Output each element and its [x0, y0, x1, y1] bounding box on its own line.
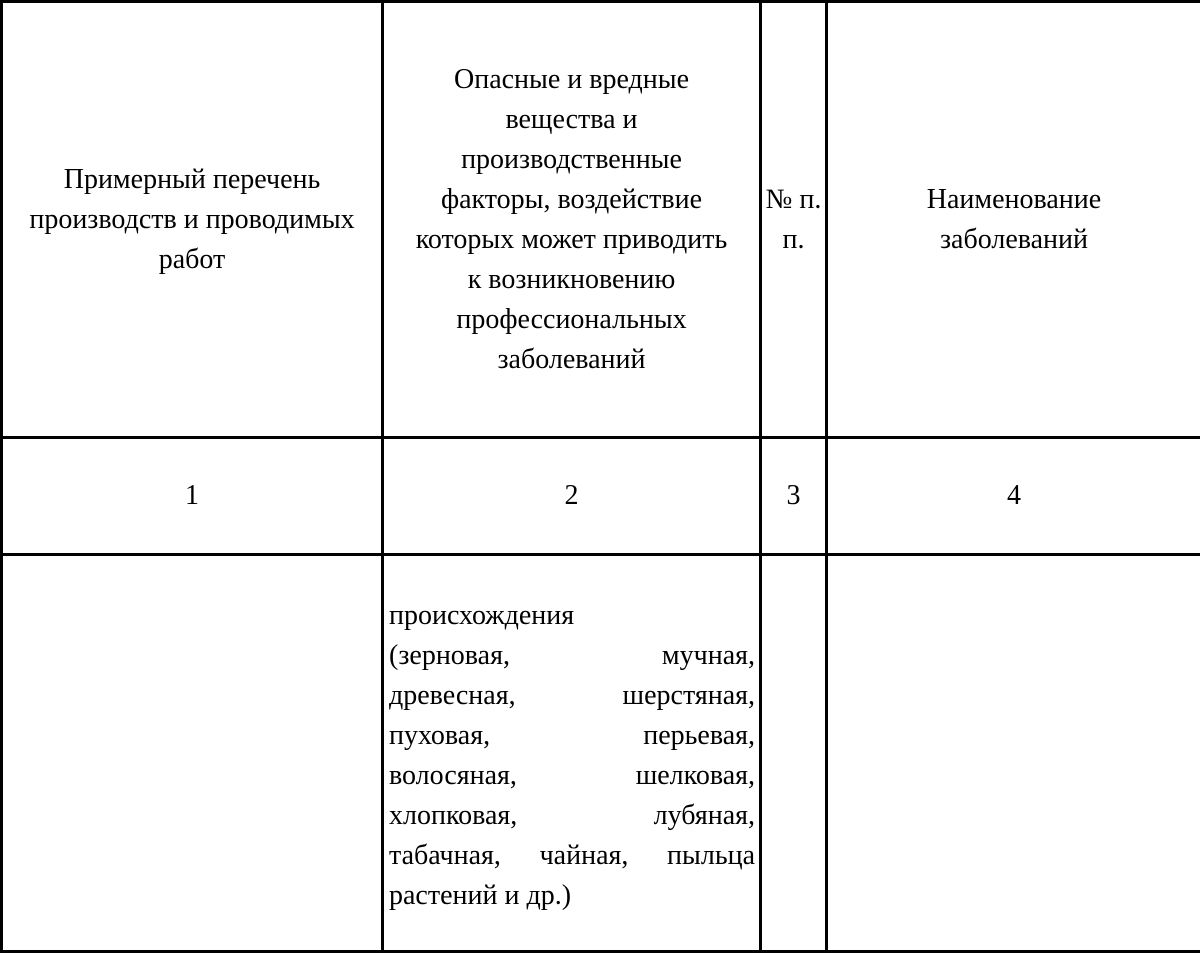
row-item-number-cell: [761, 554, 827, 951]
text-line: пуховая, перьевая,: [389, 719, 755, 751]
row-disease-name-cell: [827, 554, 1200, 951]
header-cell-disease-name: [827, 2, 1200, 438]
table-row: [2, 554, 1200, 951]
row-production-cell: [2, 554, 383, 951]
column-number-2: 2: [383, 438, 761, 554]
header-item-number: № п. п.: [765, 183, 822, 255]
row-hazardous-factors-text: [384, 556, 759, 916]
header-row: [2, 2, 1200, 438]
header-cell-production-list: [2, 2, 383, 438]
column-number-3: 3: [761, 438, 827, 554]
header-cell-item-number: [761, 2, 827, 438]
text-line: происхождения: [389, 599, 575, 631]
text-line: (зерновая, мучная,: [389, 639, 755, 671]
row-hazardous-factors-cell: [383, 554, 761, 951]
header-cell-hazardous-factors: [383, 2, 761, 438]
header-hazardous-factors: Опасные и вредные вещества и производственные факторы, воздействие которых может приводить к возникновению профессиональных заболеваний: [415, 63, 728, 375]
text-line: табачная, чайная, пыльца: [389, 839, 755, 871]
header-disease-name: Наименование заболеваний: [926, 183, 1102, 255]
header-production-list: Примерный перечень производств и проводимых работ: [29, 163, 355, 275]
text-line: древесная, шерстяная,: [389, 679, 755, 711]
column-number-1: 1: [2, 438, 383, 554]
text-line: волосяная, шелковая,: [389, 759, 755, 791]
column-number-4: 4: [827, 438, 1200, 554]
column-number-row: [2, 438, 1200, 554]
text-line: растений и др.): [389, 879, 572, 911]
text-line: хлопковая, лубяная,: [389, 799, 755, 831]
